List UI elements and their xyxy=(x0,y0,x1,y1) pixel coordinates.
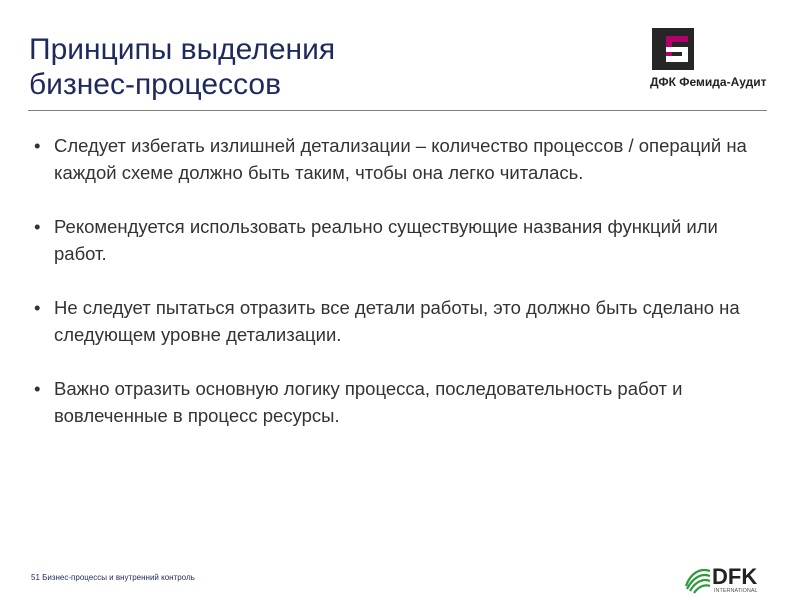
slide-title-line-2: бизнес-процессов xyxy=(29,68,282,101)
logo-caption: ДФК Фемида-Аудит xyxy=(650,75,767,89)
bullet-item: • Не следует пытаться отразить все детали работы, это должно быть сделано на следующем уровне детализации. xyxy=(34,294,764,348)
bullet-list xyxy=(34,132,764,456)
bullet-item: • Важно отразить основную логику процесса, последовательность работ и вовлеченные в процесс ресурсы. xyxy=(34,375,764,429)
title-divider xyxy=(28,110,767,111)
dfk-international-logo xyxy=(683,562,769,594)
femida-logo-glyph-icon xyxy=(652,28,694,70)
bullet-item: • Рекомендуется использовать реально существующие названия функций или работ. xyxy=(34,213,764,267)
femida-logo-mark-icon xyxy=(652,28,694,70)
dfk-globe-icon xyxy=(683,562,769,594)
slide-title-line-1: Принципы выделения xyxy=(29,33,336,66)
footer-text: 51 Бизнес-процессы и внутренний контроль xyxy=(31,573,195,582)
femida-audit-logo xyxy=(650,28,766,93)
bullet-item: • Следует избегать излишней детализации – количество процессов / операций на каждой схеме должно быть таким, чтобы она легко читалась. xyxy=(34,132,764,186)
dfk-logo-sub: INTERNATIONAL xyxy=(714,588,758,594)
slide-title xyxy=(29,32,335,102)
dfk-logo-mark: DFK xyxy=(712,564,758,589)
